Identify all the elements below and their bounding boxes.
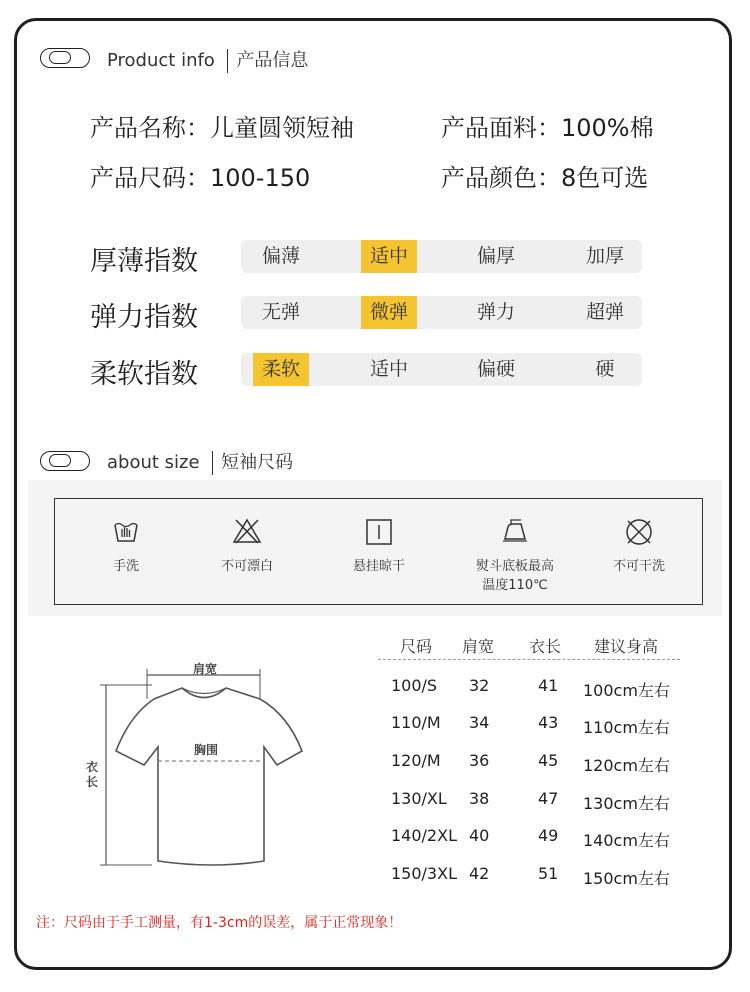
scale-option: 超弹 (585, 301, 624, 323)
care-text: 悬挂晾干 (352, 559, 405, 574)
scale-option: 偏厚 (476, 245, 515, 267)
care-text: 不可漂白 (220, 559, 273, 574)
no-dry-clean-icon (623, 517, 655, 547)
care-iron (450, 499, 580, 603)
table-cell: 110cm左右 (583, 718, 670, 737)
care-hang-dry (314, 499, 444, 603)
care-text-line2: 温度110℃ (482, 578, 548, 593)
scale-option-selected: 柔软 (253, 353, 309, 386)
table-cell: 110/M (391, 713, 441, 732)
scale-option: 偏薄 (261, 245, 300, 267)
hand-wash-icon (111, 517, 141, 545)
scale-option: 弹力 (476, 301, 515, 323)
table-cell: 140cm左右 (583, 831, 670, 850)
measurement-note: 注：尺码由于手工测量，有1-3cm的误差，属于正常现象！ (36, 915, 403, 931)
product-size-range: 产品尺码：100-150 (90, 164, 311, 192)
hang-dry-icon (364, 517, 394, 547)
table-cell: 120/M (391, 751, 441, 770)
table-cell: 51 (538, 864, 559, 883)
iron-icon (499, 517, 531, 545)
table-header: 肩宽 (462, 637, 495, 656)
scale-option-selected: 微弹 (361, 296, 417, 329)
scale-option: 无弹 (261, 301, 300, 323)
table-cell: 43 (538, 713, 559, 732)
table-cell: 41 (538, 676, 559, 695)
table-cell: 120cm左右 (583, 756, 670, 775)
scale-option: 适中 (369, 358, 408, 380)
care-no-bleach (182, 499, 312, 603)
care-no-dry-clean (574, 499, 704, 603)
scale-bar (241, 296, 642, 329)
no-bleach-icon (231, 517, 263, 545)
size-header (107, 448, 293, 475)
care-text: 不可干洗 (612, 559, 665, 574)
table-header: 衣长 (529, 637, 562, 656)
table-cell: 100/S (391, 676, 438, 695)
care-text: 熨斗底板最高 (475, 559, 554, 574)
scale-option: 加厚 (585, 245, 624, 267)
care-instructions (54, 498, 703, 605)
tshirt-diagram (92, 655, 322, 895)
table-cell: 49 (538, 826, 559, 845)
scale-bar (241, 353, 642, 386)
scale-label: 柔软指数 (90, 359, 198, 390)
table-cell: 47 (538, 789, 559, 808)
product-colors: 产品颜色：8色可选 (441, 164, 649, 192)
product-name: 产品名称：儿童圆领短袖 (90, 114, 354, 142)
toggle-icon (40, 48, 90, 68)
table-cell: 150/3XL (391, 864, 457, 883)
size-title-cn: 短袖尺码 (221, 452, 294, 473)
table-divider (378, 659, 680, 660)
table-cell: 32 (469, 676, 490, 695)
scale-option-selected: 适中 (361, 240, 417, 273)
product-info-title-cn: 产品信息 (236, 50, 309, 71)
care-text: 手洗 (112, 559, 139, 574)
table-cell: 150cm左右 (583, 869, 670, 888)
table-cell: 42 (469, 864, 490, 883)
product-info-title-en: Product info (107, 50, 215, 71)
table-cell: 140/2XL (391, 826, 457, 845)
table-cell: 38 (469, 789, 490, 808)
table-header: 建议身高 (594, 637, 659, 656)
scale-option: 硬 (595, 358, 615, 380)
scale-label: 弹力指数 (90, 302, 198, 333)
table-cell: 130cm左右 (583, 794, 670, 813)
table-cell: 34 (469, 713, 490, 732)
scale-bar (241, 240, 642, 273)
product-fabric: 产品面料：100%棉 (441, 114, 654, 142)
chest-label: 胸围 (194, 743, 219, 757)
toggle-icon (40, 451, 90, 471)
table-header: 尺码 (400, 637, 433, 656)
scale-option: 偏硬 (476, 358, 515, 380)
product-info-header (107, 46, 308, 73)
table-cell: 130/XL (391, 789, 447, 808)
table-cell: 45 (538, 751, 559, 770)
table-cell: 36 (469, 751, 490, 770)
length-label: 衣长 (86, 760, 99, 789)
shoulder-label: 肩宽 (193, 662, 218, 676)
size-title-en: about size (107, 452, 200, 473)
table-cell: 40 (469, 826, 490, 845)
table-cell: 100cm左右 (583, 681, 670, 700)
care-hand-wash (61, 499, 191, 603)
scale-label: 厚薄指数 (90, 246, 198, 277)
